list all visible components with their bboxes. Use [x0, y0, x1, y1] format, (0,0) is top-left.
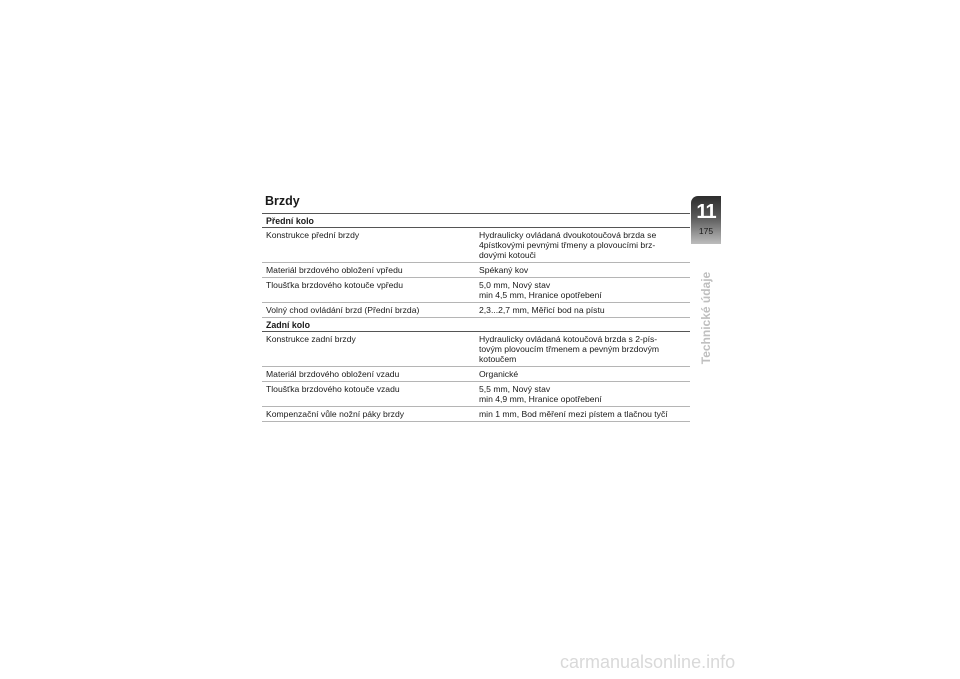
section-header: Přední kolo [262, 214, 690, 228]
row-label: Tloušťka brzdového kotouče vpředu [262, 278, 475, 303]
value-line: 4pístkovými pevnými třmeny a plovoucími brz- [479, 240, 656, 250]
value-line: 5,0 mm, Nový stav [479, 280, 551, 290]
chapter-side-caption: Technické údaje [699, 271, 713, 365]
value-line: 2,3...2,7 mm, Měřicí bod na pístu [479, 305, 605, 315]
row-value [475, 263, 690, 278]
row-label: Konstrukce přední brzdy [262, 228, 475, 263]
section-header-row [262, 318, 690, 332]
value-line: min 4,5 mm, Hranice opotřebení [479, 290, 602, 300]
value-line: Hydraulicky ovládaná kotoučová brzda s 2-pís- [479, 334, 658, 344]
section-front-wheel [262, 214, 690, 318]
section-header: Zadní kolo [262, 318, 690, 332]
row-label: Volný chod ovládání brzd (Přední brzda) [262, 303, 475, 318]
table-row [262, 382, 690, 407]
row-value [475, 382, 690, 407]
row-value [475, 332, 690, 367]
page-title: Brzdy [265, 194, 300, 208]
table-row [262, 407, 690, 422]
row-value [475, 303, 690, 318]
value-line: tovým plovoucím třmenem a pevným brzdovým [479, 344, 660, 354]
table-row [262, 303, 690, 318]
value-line: Organické [479, 369, 519, 379]
row-value [475, 367, 690, 382]
row-value [475, 278, 690, 303]
value-line: 5,5 mm, Nový stav [479, 384, 551, 394]
table-row [262, 263, 690, 278]
table-row [262, 278, 690, 303]
row-label: Materiál brzdového obložení vzadu [262, 367, 475, 382]
row-value [475, 407, 690, 422]
row-label: Tloušťka brzdového kotouče vzadu [262, 382, 475, 407]
table-row [262, 228, 690, 263]
value-line: Spékaný kov [479, 265, 529, 275]
table-row [262, 332, 690, 367]
value-line: min 1 mm, Bod měření mezi pístem a tlačnou tyčí [479, 409, 668, 419]
row-value [475, 228, 690, 263]
row-label: Materiál brzdového obložení vpředu [262, 263, 475, 278]
value-line: dovými kotouči [479, 250, 536, 260]
section-header-row [262, 214, 690, 228]
watermark: carmanualsonline.info [560, 652, 736, 672]
brake-spec-table [262, 213, 690, 422]
chapter-tab [691, 196, 721, 244]
row-label: Kompenzační vůle nožní páky brzdy [262, 407, 475, 422]
value-line: kotoučem [479, 354, 517, 364]
value-line: Hydraulicky ovládaná dvoukotoučová brzda se [479, 230, 657, 240]
table-row [262, 367, 690, 382]
value-line: min 4,9 mm, Hranice opotřebení [479, 394, 602, 404]
chapter-number: 11 [696, 201, 716, 223]
page-number: 175 [698, 226, 714, 236]
section-rear-wheel [262, 318, 690, 422]
row-label: Konstrukce zadní brzdy [262, 332, 475, 367]
